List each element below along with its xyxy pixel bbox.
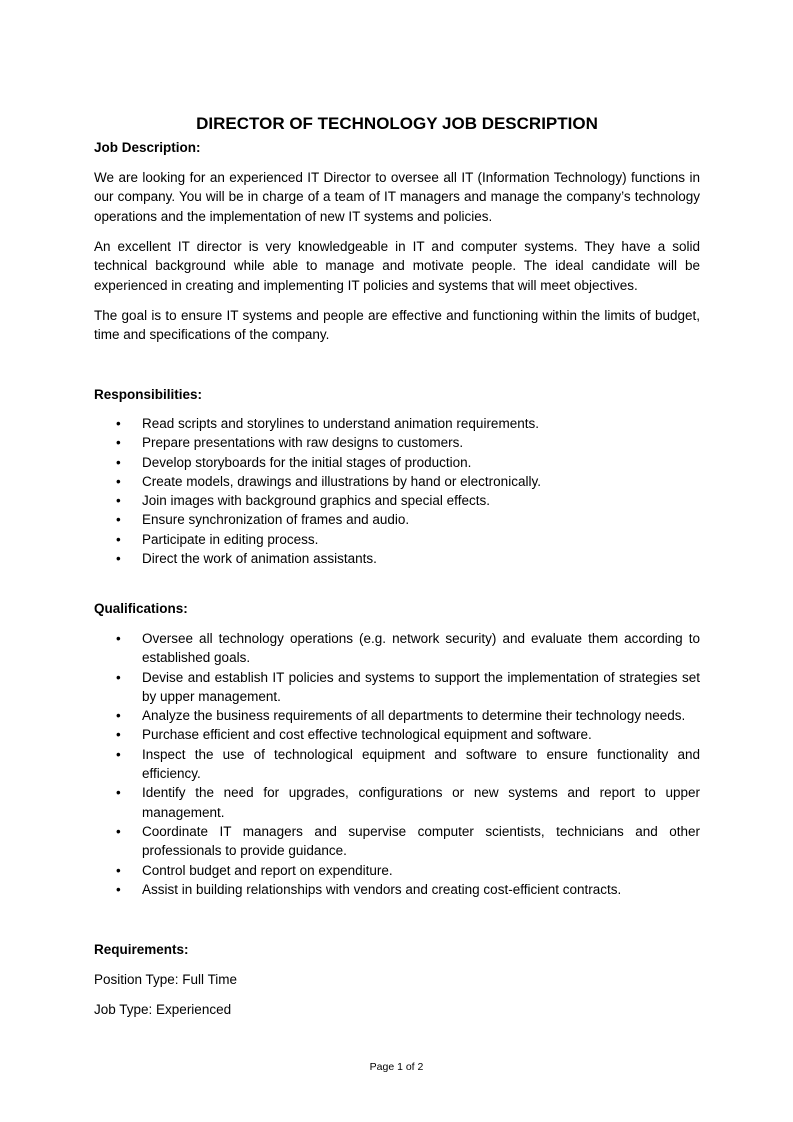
bullet-icon: • bbox=[116, 551, 121, 567]
bullet-icon: • bbox=[116, 531, 121, 547]
list-item: • Purchase efficient and cost effective technological equipment and software. bbox=[94, 725, 700, 744]
bullet-icon: • bbox=[116, 785, 121, 801]
bullet-icon: • bbox=[116, 435, 121, 451]
list-item: • Identify the need for upgrades, configurations or new systems and report to upper management. bbox=[116, 785, 700, 820]
list-item: • Join images with background graphics and special effects. bbox=[94, 491, 700, 510]
requirements-heading: Requirements: bbox=[94, 942, 189, 957]
list-item: • Participate in editing process. bbox=[94, 530, 700, 549]
job-description-heading: Job Description: bbox=[94, 140, 201, 155]
list-item: • Assist in building relationships with vendors and creating cost-efficient contracts. bbox=[94, 880, 700, 899]
bullet-icon: • bbox=[116, 493, 121, 509]
list-item: • Prepare presentations with raw designs to customers. bbox=[94, 433, 700, 452]
list-item: • Coordinate IT managers and supervise computer scientists, technicians and other professionals to provide guidance. bbox=[116, 823, 700, 859]
bullet-icon: • bbox=[116, 669, 121, 685]
qualifications-heading: Qualifications: bbox=[94, 601, 188, 616]
bullet-icon: • bbox=[116, 823, 121, 839]
list-item: • Control budget and report on expenditure. bbox=[94, 861, 700, 880]
list-item: • Devise and establish IT policies and systems to support the implementation of strategies set by upper management. bbox=[116, 669, 700, 704]
list-item: • Develop storyboards for the initial stages of production. bbox=[94, 453, 700, 472]
bullet-icon: • bbox=[116, 416, 121, 431]
list-item: • Read scripts and storylines to understand animation requirements. bbox=[94, 414, 700, 433]
bullet-icon: • bbox=[116, 862, 121, 878]
list-item: • Inspect the use of technological equipment and software to ensure functionality and efficiency. bbox=[116, 746, 700, 782]
bullet-icon: • bbox=[116, 454, 121, 470]
page-number: Page 1 of 2 bbox=[369, 1061, 424, 1073]
responsibilities-list bbox=[94, 414, 700, 568]
bullet-icon: • bbox=[116, 746, 121, 762]
bullet-icon: • bbox=[116, 881, 121, 897]
list-item: • Create models, drawings and illustrations by hand or electronically. bbox=[94, 472, 700, 491]
bullet-icon: • bbox=[116, 512, 121, 528]
responsibilities-heading: Responsibilities: bbox=[94, 387, 203, 402]
bullet-icon: • bbox=[116, 473, 121, 489]
job-type: Job Type: Experienced bbox=[94, 1002, 232, 1017]
list-item: • Oversee all technology operations (e.g. network security) and evaluate them according to established goals. bbox=[116, 631, 700, 666]
job-description-paragraph-1: We are looking for an experienced IT Director to oversee all IT (Information Technology) functions in our company. You will be in charge of a team of IT managers and manage the company’s technology operations and the implementation of new IT systems and policies. bbox=[94, 170, 700, 224]
bullet-icon: • bbox=[116, 727, 121, 743]
list-item: • Ensure synchronization of frames and audio. bbox=[94, 510, 700, 529]
list-item: • Analyze the business requirements of all departments to determine their technology needs. bbox=[94, 706, 700, 725]
bullet-icon: • bbox=[116, 631, 121, 646]
job-description-paragraph-2: An excellent IT director is very knowledgeable in IT and computer systems. They have a solid technical background while able to manage and motivate people. The ideal candidate will be experienced in creating and implementing IT policies and systems that will meet objectives. bbox=[94, 239, 700, 293]
list-item: • Direct the work of animation assistants. bbox=[94, 549, 700, 568]
qualifications-list bbox=[94, 629, 700, 899]
job-description-paragraph-3: The goal is to ensure IT systems and people are effective and functioning within the limits of budget, time and specifications of the company. bbox=[94, 308, 700, 343]
bullet-icon: • bbox=[116, 708, 121, 724]
position-type: Position Type: Full Time bbox=[94, 972, 238, 987]
page-title: DIRECTOR OF TECHNOLOGY JOB DESCRIPTION bbox=[196, 114, 598, 133]
